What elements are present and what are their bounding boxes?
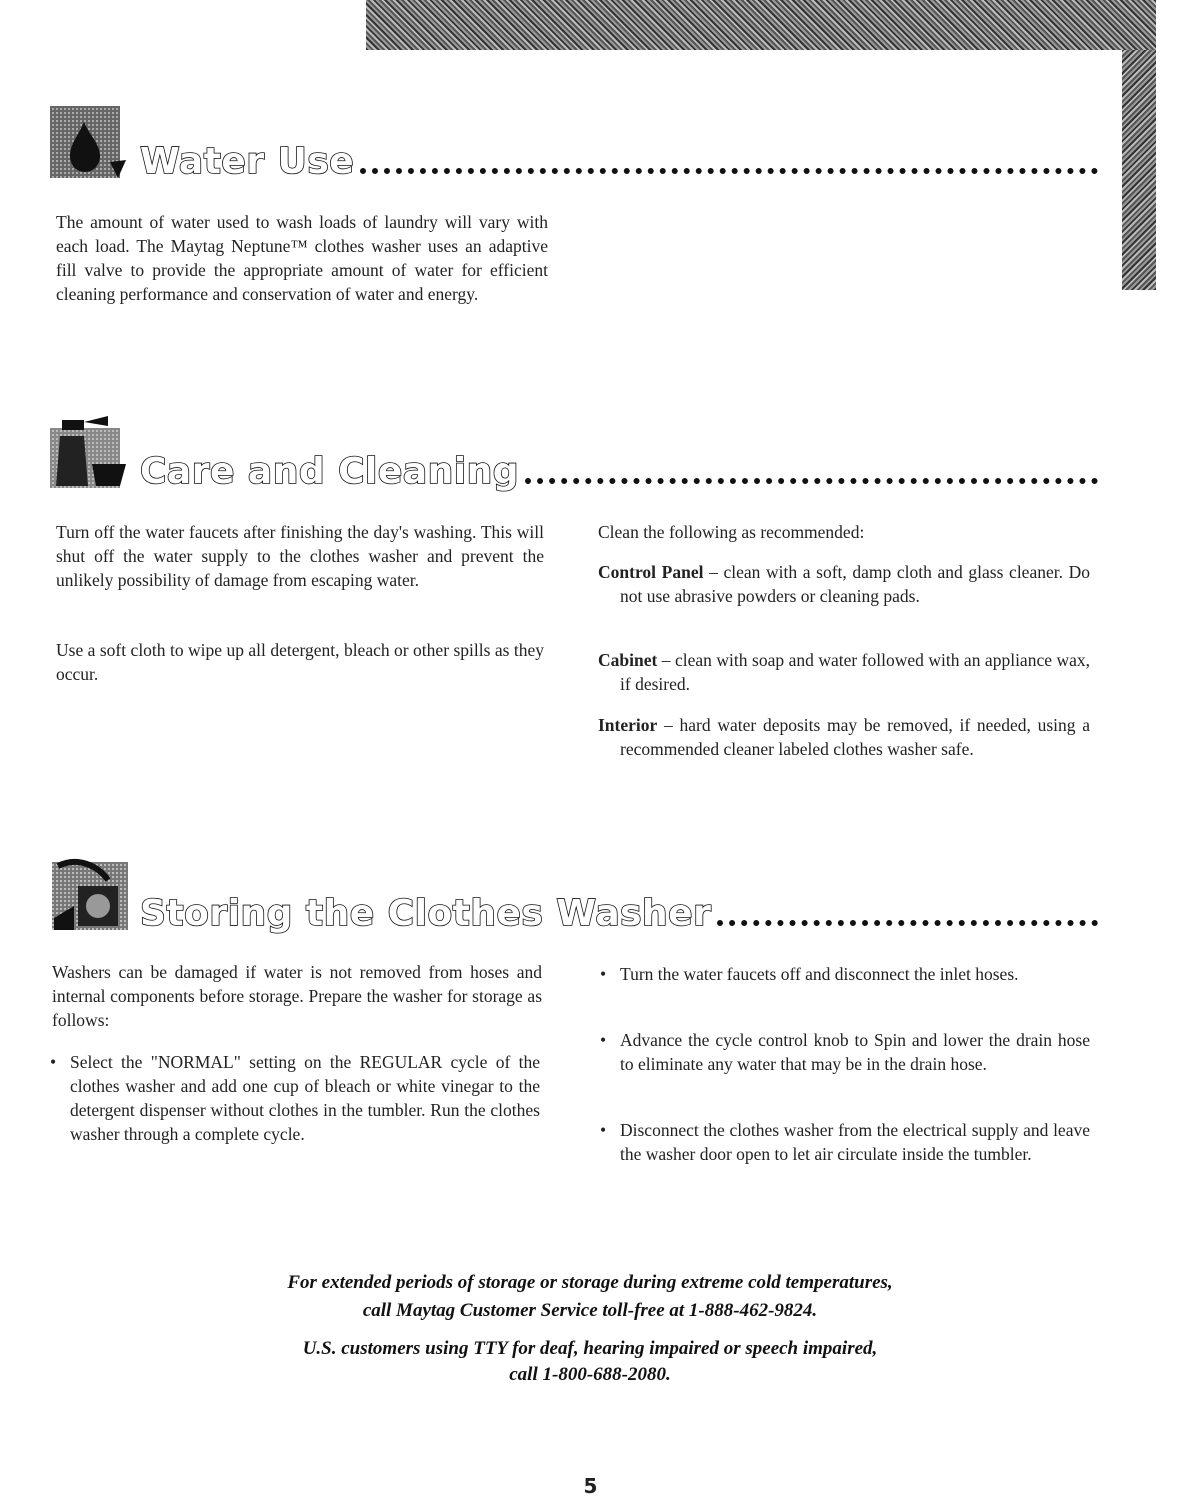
care-item-interior bbox=[598, 713, 1090, 761]
storing-bullet-3: • Advance the cycle control knob to Spin and lower the drain hose to eliminate any water that may be in the drain hose. bbox=[598, 1028, 1090, 1076]
care-item-text: – hard water deposits may be removed, if needed, using a recommended cleaner labeled clothes washer safe. bbox=[620, 715, 1090, 759]
storing-bullet-2: • Turn the water faucets off and disconnect the inlet hoses. bbox=[598, 962, 1090, 986]
dot-leader bbox=[717, 920, 1098, 926]
note-line-2: call Maytag Customer Service toll-free at 1-888-462-9824. bbox=[362, 1300, 818, 1321]
side-pattern-bar bbox=[1122, 50, 1156, 290]
water-drop-icon bbox=[48, 104, 132, 180]
washer-hose-icon bbox=[48, 856, 132, 932]
water-use-paragraph: The amount of water used to wash loads of laundry will vary with each load. The Maytag Neptune™ clothes washer uses an adaptive fill valve to provide the appropriate amount of water for efficient cleaning performance and conservation of water and energy. bbox=[56, 212, 548, 304]
dot-leader bbox=[525, 478, 1098, 484]
storing-title: Storing the Clothes Washer bbox=[140, 893, 712, 934]
care-item-cabinet bbox=[598, 648, 1090, 696]
storing-heading bbox=[48, 856, 1098, 932]
care-item-control-panel bbox=[598, 560, 1090, 608]
care-left-paragraph-1: Turn off the water faucets after finishing the day's washing. This will shut off the water supply to the clothes washer and prevent the unlikely possibility of damage from escaping water. bbox=[56, 522, 544, 590]
storing-bullet-4: • Disconnect the clothes washer from the electrical supply and leave the washer door open to let air circulate inside the tumbler. bbox=[598, 1118, 1090, 1166]
care-left-paragraph-2: Use a soft cloth to wipe up all detergent, bleach or other spills as they occur. bbox=[56, 640, 544, 684]
spray-bottle-icon bbox=[48, 414, 132, 490]
storing-bullet-1: • Select the "NORMAL" setting on the REGULAR cycle of the clothes washer and add one cup of bleach or white vinegar to the detergent dispenser without clothes in the tumbler. Run the clothes washer through a complete cycle. bbox=[48, 1050, 540, 1146]
note-line-1: For extended periods of storage or storage during extreme cold temperatures, bbox=[287, 1272, 893, 1293]
water-use-heading bbox=[48, 104, 1098, 180]
care-item-term: Cabinet bbox=[598, 650, 658, 670]
care-item-term: Control Panel bbox=[598, 562, 704, 582]
header-pattern-bar bbox=[366, 0, 1156, 50]
care-cleaning-heading bbox=[48, 414, 1098, 490]
care-item-term: Interior bbox=[598, 715, 658, 735]
storing-intro: Washers can be damaged if water is not removed from hoses and internal components before storage. Prepare the washer for storage as follows: bbox=[52, 962, 542, 1030]
note-line-4: call 1-800-688-2080. bbox=[509, 1364, 671, 1385]
care-cleaning-title: Care and Cleaning bbox=[140, 451, 519, 492]
water-use-title: Water Use bbox=[140, 141, 355, 182]
care-item-text: – clean with soap and water followed with an appliance wax, if desired. bbox=[620, 650, 1090, 694]
note-line-3: U.S. customers using TTY for deaf, hearing impaired or speech impaired, bbox=[302, 1338, 878, 1359]
page-number: 5 bbox=[583, 1474, 598, 1498]
dot-leader bbox=[360, 168, 1098, 174]
care-item-text: – clean with a soft, damp cloth and glass cleaner. Do not use abrasive powders or cleaning pads. bbox=[620, 562, 1090, 606]
care-right-intro: Clean the following as recommended: bbox=[598, 522, 865, 542]
